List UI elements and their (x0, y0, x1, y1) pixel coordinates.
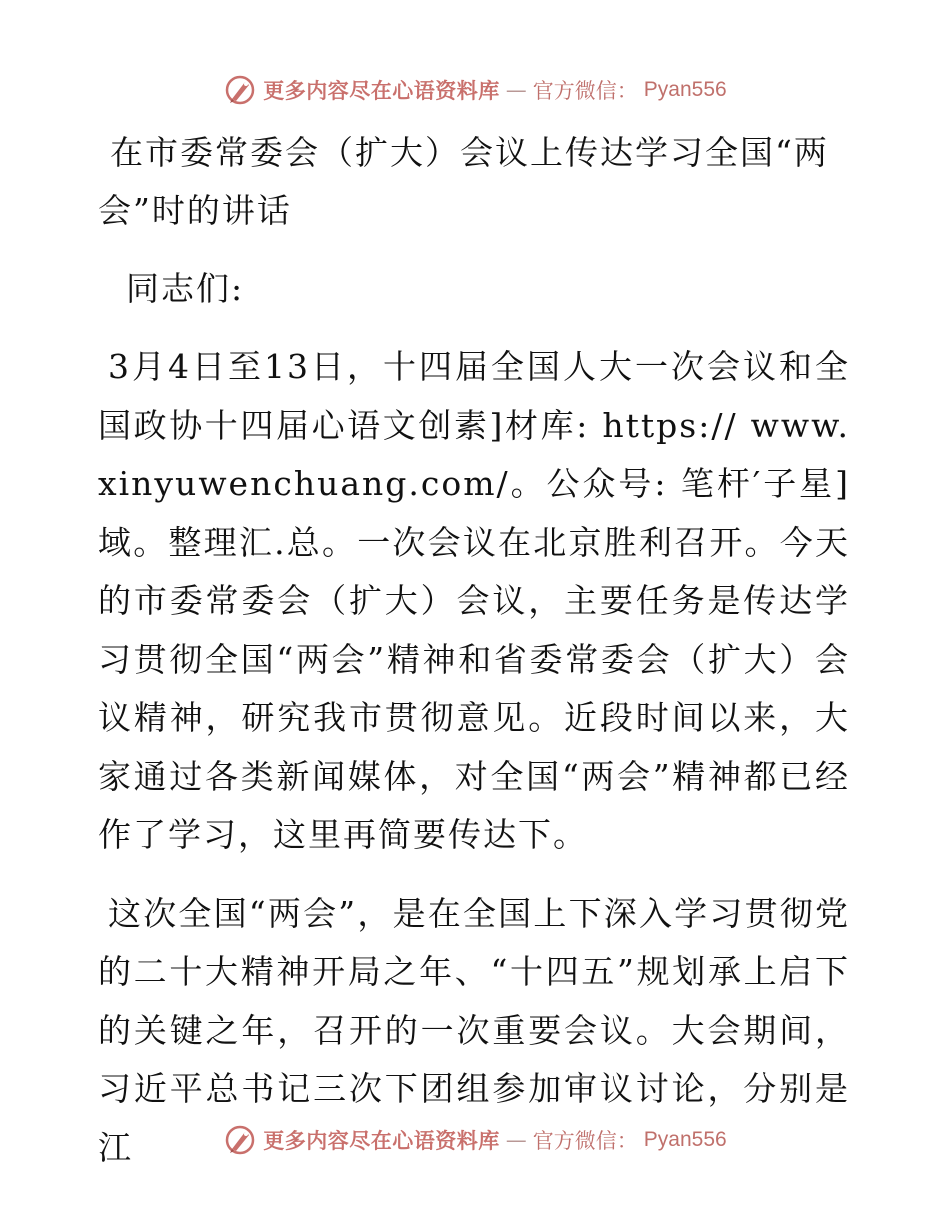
banner-wechat-label: 官方微信： (532, 79, 638, 103)
banner-wechat-id: Pyan556 (643, 78, 727, 101)
banner-site-text: 更多内容尽在心语资料库 (263, 1129, 500, 1153)
document-body (98, 124, 850, 1177)
banner-wechat-label: 官方微信： (532, 1129, 638, 1153)
banner-separator: — (505, 78, 527, 102)
pen-logo-icon (223, 1123, 257, 1157)
document-salutation: 同志们: (126, 269, 245, 308)
paragraph: 这次全国“两会”，是在全国上下深入学习贯彻党的二十大精神开局之年、“十四五”规划承上启下的关键之年，召开的一次重要会议。大会期间，习近平总书记三次下团组参加审议讨论，分别是江 (98, 893, 850, 1167)
header-watermark-banner (0, 70, 950, 110)
document-title: 在市委常委会（扩大）会议上传达学习全国“两会”时的讲话 (98, 133, 829, 230)
footer-watermark-banner (0, 1120, 950, 1160)
pen-logo-icon (223, 73, 257, 107)
banner-wechat-id: Pyan556 (643, 1128, 727, 1151)
banner-separator: — (505, 1128, 527, 1152)
banner-site-text: 更多内容尽在心语资料库 (263, 79, 500, 103)
paragraph: 3月4日至13日，十四届全国人大一次会议和全国政协十四届心语文创素]材库: https:// www.xinyuwenchuang.com/。公众号: 笔杆′子星]域。整理汇.总。一次会议在北京胜利召开。今天的市委常委会（扩大）会议，主要任务是传达学习贯彻全国“两会”精神和省委常委会（扩大）会议精神，研究我市贯彻意见。近段时间以来，大家通过各类新闻媒体，对全国“两会”精神都已经作了学习，这里再简要传达下。 (98, 347, 850, 854)
